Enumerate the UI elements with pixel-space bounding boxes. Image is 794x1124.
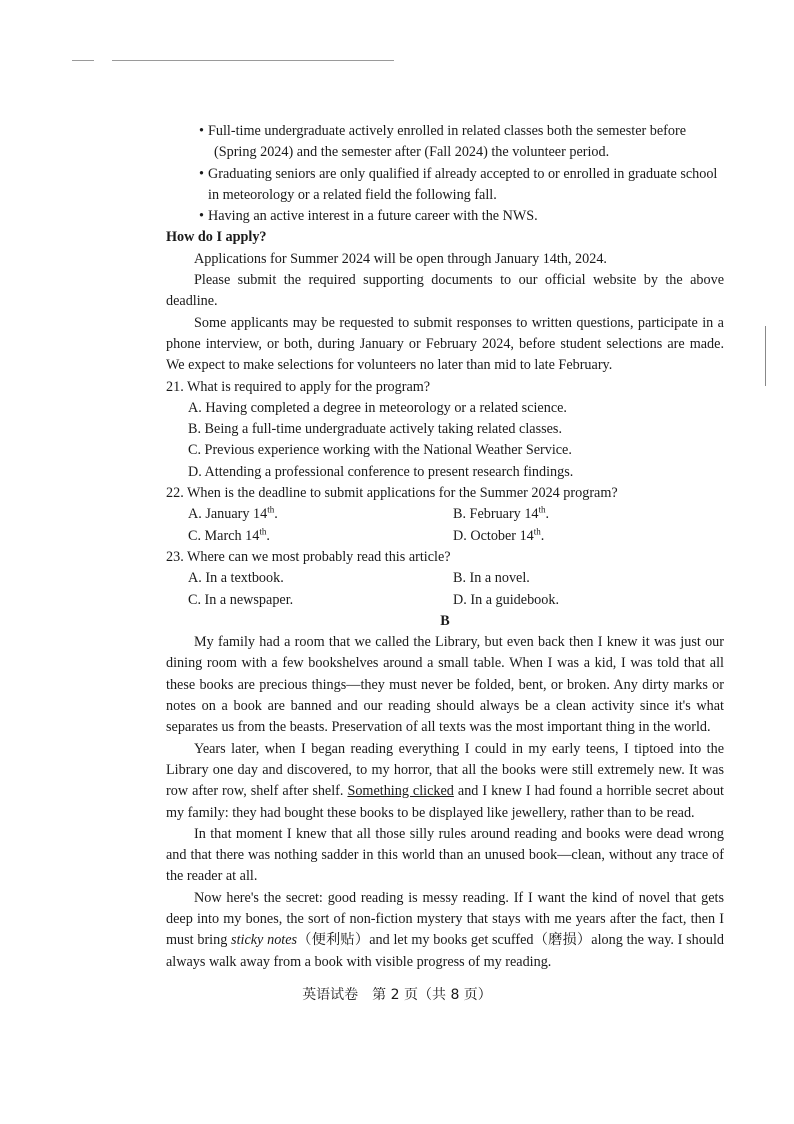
apply-heading: How do I apply? — [166, 229, 267, 246]
passage-paragraph-4: Now here's the secret: good reading is messy reading. If I want the kind of novel that gets deep into my bones, the sort of non-fiction mystery that stays with me years after the fact, then I must bring sticky notes（便利贴）and let my books get scuffed（磨损）along the way. I should always walk away from a book with visible progress of my reading. — [166, 889, 724, 970]
q23-options-row-2 — [166, 590, 724, 611]
q23-option-c: C. In a newspaper. — [188, 591, 294, 608]
underlined-phrase: Something clicked — [347, 783, 454, 800]
passage-paragraph-1: My family had a room that we called the Library, but even back then I knew it was just our dining room with a few bookshelves around a small table. When I was a kid, I was told that all these books are precious things—they must never be folded, bent, or broken. Any dirty marks or notes on a book are banned and our reading should always be a clean activity since it's what separates us from the beasts. Preservation of all texts was the most important thing in the world. — [166, 634, 724, 736]
q22-options-row-1 — [166, 504, 724, 525]
q23-option-a: A. In a textbook. — [188, 570, 284, 587]
passage-paragraph-3: In that moment I knew that all those silly rules around reading and books were dead wrong and that there was nothing sadder in this world than an unused book—clean, without any trace of the reader at all. — [166, 825, 724, 885]
page-footer: 英语试卷 第 2 页（共 8 页） — [302, 987, 492, 1003]
q22-option-b: B. February 14th. — [453, 504, 550, 523]
q21-option-b: B. Being a full-time undergraduate actively taking related classes. — [188, 421, 563, 438]
requirement-bullet-2: • Graduating seniors are only qualified if already accepted to or enrolled in graduate school in meteorology or a related field the following fall. — [199, 165, 718, 203]
q21-option-d: D. Attending a professional conference to present research findings. — [188, 463, 574, 480]
passage-paragraph-2: Years later, when I began reading everything I could in my early teens, I tiptoed into the Library one day and discovered, to my horror, that all the books were still extremely new. It was row after row, shelf after shelf. Something clicked and I knew I had found a horrible secret about my family: they had bought these books to be displayed like jewellery, rather than to be read. — [166, 740, 724, 821]
requirement-bullet-3: • Having an active interest in a future career with the NWS. — [199, 208, 538, 225]
page-content — [166, 121, 724, 973]
q22-option-c: C. March 14th. — [188, 525, 270, 544]
question-21-stem: 21. What is required to apply for the program? — [166, 378, 431, 395]
q23-options-row-1 — [166, 568, 724, 589]
q22-option-a: A. January 14th. — [188, 504, 278, 523]
question-22-stem: 22. When is the deadline to submit applications for the Summer 2024 program? — [166, 485, 618, 502]
header-rule-left — [72, 60, 94, 61]
q21-option-a: A. Having completed a degree in meteorology or a related science. — [188, 399, 567, 416]
q22-option-d: D. October 14th. — [453, 525, 545, 544]
q23-option-d: D. In a guidebook. — [453, 591, 559, 608]
apply-paragraph-2: Please submit the required supporting documents to our official website by the above deadline. — [166, 272, 724, 310]
apply-paragraph-1: Applications for Summer 2024 will be open through January 14th, 2024. — [194, 250, 607, 267]
question-23-stem: 23. Where can we most probably read this article? — [166, 548, 451, 565]
italic-phrase: sticky notes — [231, 932, 298, 949]
scan-edge-mark — [765, 326, 766, 386]
section-b-heading: B — [440, 612, 450, 629]
apply-paragraph-3: Some applicants may be requested to submit responses to written questions, participate in a phone interview, or both, during January or February 2024, before student selections are made. We expect to make selections for volunteers no later than mid to late February. — [166, 314, 724, 374]
q22-options-row-2 — [166, 526, 724, 547]
requirement-bullet-1: • Full-time undergraduate actively enrolled in related classes both the semester before (Spring 2024) and the semester after (Fall 2024) the volunteer period. — [199, 123, 686, 161]
q21-option-c: C. Previous experience working with the National Weather Service. — [188, 442, 572, 459]
header-rule — [112, 60, 394, 61]
q23-option-b: B. In a novel. — [453, 570, 530, 587]
